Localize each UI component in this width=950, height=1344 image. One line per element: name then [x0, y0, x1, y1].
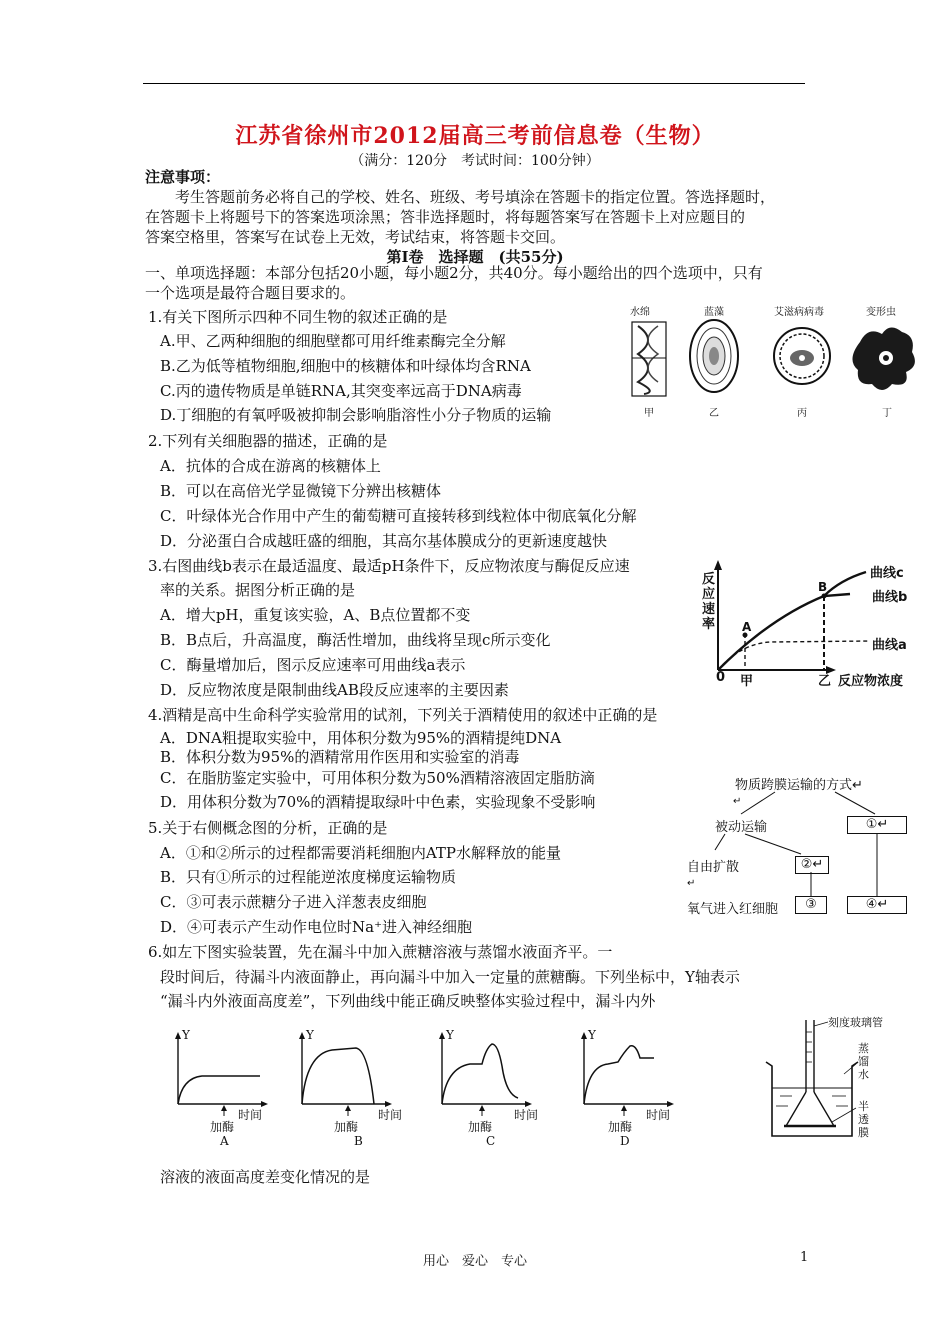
- option-a: A．①和②所示的过程都需要消耗细胞内ATP水解释放的能量: [160, 844, 561, 862]
- graph-time-label: 时间: [378, 1108, 403, 1122]
- option-a: A．抗体的合成在游离的核糖体上: [160, 457, 381, 475]
- question-stem: 4.酒精是高中生命科学实验常用的试剂，下列关于酒精使用的叙述中正确的是: [148, 706, 658, 724]
- map-oxygen: 氧气进入红细胞: [687, 902, 779, 917]
- label-distilled-water: 蒸 馏 水: [858, 1042, 869, 1081]
- figure-concept-map: [685, 772, 915, 922]
- point-a-label: A: [742, 620, 752, 634]
- option-b: B．只有①所示的过程能逆浓度梯度运输物质: [160, 868, 457, 886]
- footer-motto: 用心 爱心 专心: [422, 1254, 527, 1269]
- page-number: 1: [800, 1250, 809, 1265]
- figure-enzyme-curves: [700, 558, 930, 693]
- page-subtitle: （满分：120分 考试时间：100分钟）: [350, 153, 600, 169]
- point-b-label: B: [818, 580, 828, 594]
- organism-letter: 甲: [644, 408, 654, 419]
- organism-name: 艾滋病病毒: [774, 307, 824, 318]
- question-stem: 6.如左下图实验装置，先在漏斗中加入蔗糖溶液与蒸馏水液面齐平。一: [148, 943, 613, 961]
- notice-line: 答案空格里，答案写在试卷上无效，考试结束，将答题卡交回。: [145, 228, 566, 246]
- x-mark-yi: 乙: [818, 674, 832, 689]
- curve-b-label: 曲线b: [872, 590, 908, 605]
- option-b: B．可以在高倍光学显微镜下分辨出核糖体: [160, 482, 442, 500]
- question-stem: “漏斗内外液面高度差”，下列曲线中能正确反映整体实验过程中，漏斗内外: [160, 992, 656, 1010]
- organism-name: 蓝藻: [704, 307, 724, 318]
- map-passive: 被动运输: [715, 820, 768, 835]
- map-root: 物质跨膜运输的方式↵: [735, 778, 863, 793]
- option-c: C．酶量增加后，图示反应速率可用曲线a表示: [160, 656, 466, 674]
- option-d: D.丁细胞的有氧呼吸被抑制会影响脂溶性小分子物质的运输: [160, 406, 552, 424]
- organism-letter: 乙: [709, 408, 719, 419]
- label-semipermeable-membrane: 半 透 膜: [858, 1100, 869, 1139]
- graph-letter: C: [486, 1134, 496, 1148]
- curve-a-label: 曲线a: [872, 638, 907, 653]
- option-d: D．反应物浓度是限制曲线AB段反应速率的主要因素: [160, 681, 509, 699]
- question-stem: 率的关系。据图分析正确的是: [160, 581, 356, 599]
- graph-time-label: 时间: [646, 1108, 671, 1122]
- map-box-1: ①↵: [847, 816, 907, 834]
- option-a: A.甲、乙两种细胞的细胞壁都可用纤维素酶完全分解: [160, 332, 506, 350]
- option-b: B．B点后，升高温度，酶活性增加，曲线将呈现c所示变化: [160, 631, 551, 649]
- map-box-3: ③: [795, 896, 827, 914]
- organism-letter: 丙: [797, 408, 807, 419]
- part-heading: 第Ⅰ卷 选择题 (共55分): [386, 248, 564, 266]
- figure-height-graphs: [168, 1026, 728, 1156]
- option-c: C．③可表示蔗糖分子进入洋葱表皮细胞: [160, 893, 427, 911]
- option-c: C.丙的遗传物质是单链RNA,其突变率远高于DNA病毒: [160, 382, 522, 400]
- graph-y-label: Y: [182, 1028, 190, 1042]
- question-stem: 1.有关下图所示四种不同生物的叙述正确的是: [148, 308, 448, 326]
- option-a: A．DNA粗提取实验中，用体积分数为95%的酒精提纯DNA: [160, 729, 562, 747]
- top-rule: [143, 83, 805, 84]
- graph-y-label: Y: [588, 1028, 596, 1042]
- origin-label: 0: [716, 670, 726, 685]
- option-d: D．④可表示产生动作电位时Na⁺进入神经细胞: [160, 918, 473, 936]
- option-b: B.乙为低等植物细胞,细胞中的核糖体和叶绿体均含RNA: [160, 357, 531, 375]
- map-box-4: ④↵: [847, 896, 907, 914]
- map-box-2: ②↵: [795, 856, 829, 874]
- question-stem: 5.关于右侧概念图的分析，正确的是: [148, 819, 388, 837]
- graph-time-label: 时间: [238, 1108, 263, 1122]
- question-stem: 段时间后，待漏斗内液面静止，再向漏斗中加入一定量的蔗糖酶。下列坐标中，Y轴表示: [160, 968, 740, 986]
- option-d: D．分泌蛋白合成越旺盛的细胞，其高尔基体膜成分的更新速度越快: [160, 532, 608, 550]
- question-stem: 2.下列有关细胞器的描述，正确的是: [148, 432, 388, 450]
- notice-heading: 注意事项：: [145, 168, 221, 186]
- x-mark-jia: 甲: [740, 674, 754, 689]
- graph-enzyme-label: 加酶: [334, 1120, 359, 1134]
- figure-osmosis-apparatus: [762, 1018, 922, 1146]
- map-mark: ↵: [687, 878, 696, 889]
- x-axis-label: 反应物浓度: [838, 674, 904, 689]
- section-intro: 一个选项是最符合题目要求的。: [145, 284, 356, 302]
- organism-letter: 丁: [882, 408, 892, 419]
- option-b: B．体积分数为95%的酒精常用作医用和实验室的消毒: [160, 748, 520, 766]
- organism-name: 水绵: [630, 307, 650, 318]
- graph-y-label: Y: [446, 1028, 454, 1042]
- figure-four-organisms: [630, 300, 920, 420]
- question-tail: 溶液的液面高度差变化情况的是: [160, 1168, 371, 1186]
- graph-letter: D: [620, 1134, 630, 1148]
- notice-line: 在答题卡上将题号下的答案选项涂黑；答非选择题时，将每题答案写在答题卡上对应题目的: [145, 208, 746, 226]
- map-mark: ↵: [733, 796, 742, 807]
- graph-time-label: 时间: [514, 1108, 539, 1122]
- graph-enzyme-label: 加酶: [468, 1120, 493, 1134]
- page-title: 江苏省徐州市2012届高三考前信息卷（生物）: [235, 123, 715, 149]
- curve-c-label: 曲线c: [870, 566, 904, 581]
- graph-enzyme-label: 加酶: [210, 1120, 235, 1134]
- option-c: C．叶绿体光合作用中产生的葡萄糖可直接转移到线粒体中彻底氧化分解: [160, 507, 637, 525]
- option-d: D．用体积分数为70%的酒精提取绿叶中色素，实验现象不受影响: [160, 793, 596, 811]
- section-intro: 一、单项选择题：本部分包括20小题，每小题2分，共40分。每小题给出的四个选项中，只有: [145, 264, 763, 282]
- map-free-diffusion: 自由扩散: [687, 860, 740, 875]
- label-graduated-tube: 刻度玻璃管: [828, 1016, 883, 1029]
- y-axis-label: 反 应 速 率: [702, 572, 716, 632]
- organism-name: 变形虫: [866, 307, 896, 318]
- graph-letter: A: [220, 1134, 229, 1148]
- option-c: C．在脂肪鉴定实验中，可用体积分数为50%酒精溶液固定脂肪滴: [160, 769, 595, 787]
- question-stem: 3.右图曲线b表示在最适温度、最适pH条件下，反应物浓度与酶促反应速: [148, 557, 630, 575]
- graph-y-label: Y: [306, 1028, 314, 1042]
- notice-line: 考生答题前务必将自己的学校、姓名、班级、考号填涂在答题卡的指定位置。答选择题时，: [175, 188, 776, 206]
- graph-enzyme-label: 加酶: [608, 1120, 633, 1134]
- option-a: A．增大pH，重复该实验，A、B点位置都不变: [160, 606, 471, 624]
- graph-letter: B: [354, 1134, 363, 1148]
